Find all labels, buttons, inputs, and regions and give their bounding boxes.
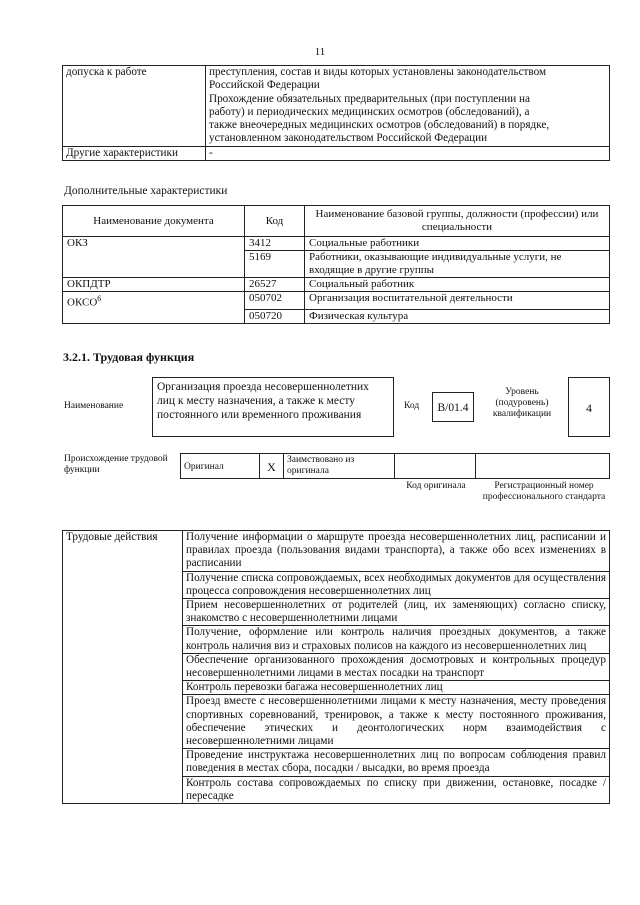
code-cell: 5169 <box>245 251 305 278</box>
header-doc: Наименование документа <box>63 206 245 237</box>
code-cell: 3412 <box>245 237 305 251</box>
orig-code-caption: Код оригинала <box>406 481 466 491</box>
code-cell: 26527 <box>245 278 305 292</box>
action-item: Получение списка сопровождаемых, всех необходимых документов для осуществления процесса сопровождения несовершеннолетних лиц <box>183 571 610 598</box>
table-header-row <box>63 206 610 237</box>
table-row <box>63 292 610 310</box>
table-row <box>63 251 610 278</box>
action-item: Обеспечение организованного прохождения досмотровых и контрольных процедур несовершеннолетними лицами в местах посадки на транспорт <box>183 653 610 680</box>
row-label: Другие характеристики <box>63 146 206 160</box>
row-value: - <box>206 146 610 160</box>
name-cell: Работники, оказывающие индивидуальные услуги, не входящие в другие группы <box>305 251 610 278</box>
section-title: 3.2.1. Трудовая функция <box>63 350 195 364</box>
table-row <box>63 531 610 572</box>
doc-cell: ОКСО$^6$ <box>63 292 245 310</box>
name-label: Наименование <box>64 401 124 411</box>
original-mark-cell: Х <box>259 453 284 479</box>
name-cell: Физическая культура <box>305 310 610 324</box>
action-item: Контроль состава сопровождаемых по списку при движении, остановке, посадке / пересадке <box>183 776 610 803</box>
name-cell: Организация воспитательной деятельности <box>305 292 610 310</box>
orig-code-cell <box>394 453 476 479</box>
code-cell: 050702 <box>245 292 305 310</box>
table-row <box>63 146 610 160</box>
doc-cell <box>63 310 245 324</box>
original-cell: Оригинал <box>180 453 260 479</box>
header-code: Код <box>245 206 305 237</box>
action-item: Прием несовершеннолетних от родителей (лиц, их заменяющих) согласно списку, знакомство с несовершеннолетними лицами <box>183 599 610 626</box>
labour-actions-table <box>62 530 610 804</box>
action-item: Получение, оформление или контроль наличия проездных документов, а также контроль наличия виз и страховых полисов на каждого из несовершеннолетних лиц <box>183 626 610 653</box>
reg-number-cell <box>475 453 610 479</box>
table-row <box>63 278 610 292</box>
row-label: допуска к работе <box>63 66 206 147</box>
level-value-box: 4 <box>568 377 610 437</box>
header-name: Наименование базовой группы, должности (профессии) или специальности <box>305 206 610 237</box>
borrowed-cell: Заимствовано из оригинала <box>283 453 395 479</box>
doc-cell <box>63 251 245 278</box>
table-row <box>63 237 610 251</box>
table-row <box>63 310 610 324</box>
origin-row <box>180 453 610 479</box>
requirements-table <box>62 65 610 161</box>
name-cell: Социальный работник <box>305 278 610 292</box>
code-value-box: B/01.4 <box>432 392 474 422</box>
doc-cell: ОКЗ <box>63 237 245 251</box>
function-name-box: Организация проезда несовершеннолетних лиц к месту назначения, а также к месту постоянного или временного проживания <box>152 377 394 437</box>
name-cell: Социальные работники <box>305 237 610 251</box>
action-item: Проведение инструктажа несовершеннолетних лиц по вопросам соблюдения правил поведения в местах сбора, посадки / высадки, во время проезда <box>183 749 610 776</box>
doc-cell: ОКПДТР <box>63 278 245 292</box>
additional-table <box>62 205 610 324</box>
row-value: преступления, состав и виды которых установлены законодательством Российской Федерации Прохождение обязательных предварительных (при поступлении на работу) и периодических медицинских осмотров (обследований), а также внеочередных медицинских осмотров (обследований) в порядке, установленном законодательством Российской Федерации <box>206 66 610 147</box>
code-cell: 050720 <box>245 310 305 324</box>
additional-heading: Дополнительные характеристики <box>64 185 228 197</box>
code-label: Код <box>404 401 420 411</box>
actions-label: Трудовые действия <box>63 531 183 804</box>
table-row <box>63 66 610 147</box>
origin-label: Происхождение трудовой функции <box>64 454 168 475</box>
action-item: Проезд вместе с несовершеннолетними лицами к месту назначения, месту проведения спортивных соревнований, тренировок, а также к месту постоянного проживания, обеспечение этических и деонтологических норм взаимодействия с несовершеннолетними лицами <box>183 695 610 749</box>
action-item: Контроль перевозки багажа несовершеннолетних лиц <box>183 681 610 695</box>
level-label: Уровень (подуровень) квалификации <box>492 387 552 419</box>
reg-number-caption: Регистрационный номер профессионального стандарта <box>482 481 606 502</box>
action-item: Получение информации о маршруте проезда несовершеннолетних лиц, расписании и правилах проезда (пользования видами транспорта), а также обо всех изменениях в расписании <box>183 531 610 572</box>
page-number: 11 <box>314 46 326 58</box>
footnote-mark: 6 <box>97 294 102 303</box>
